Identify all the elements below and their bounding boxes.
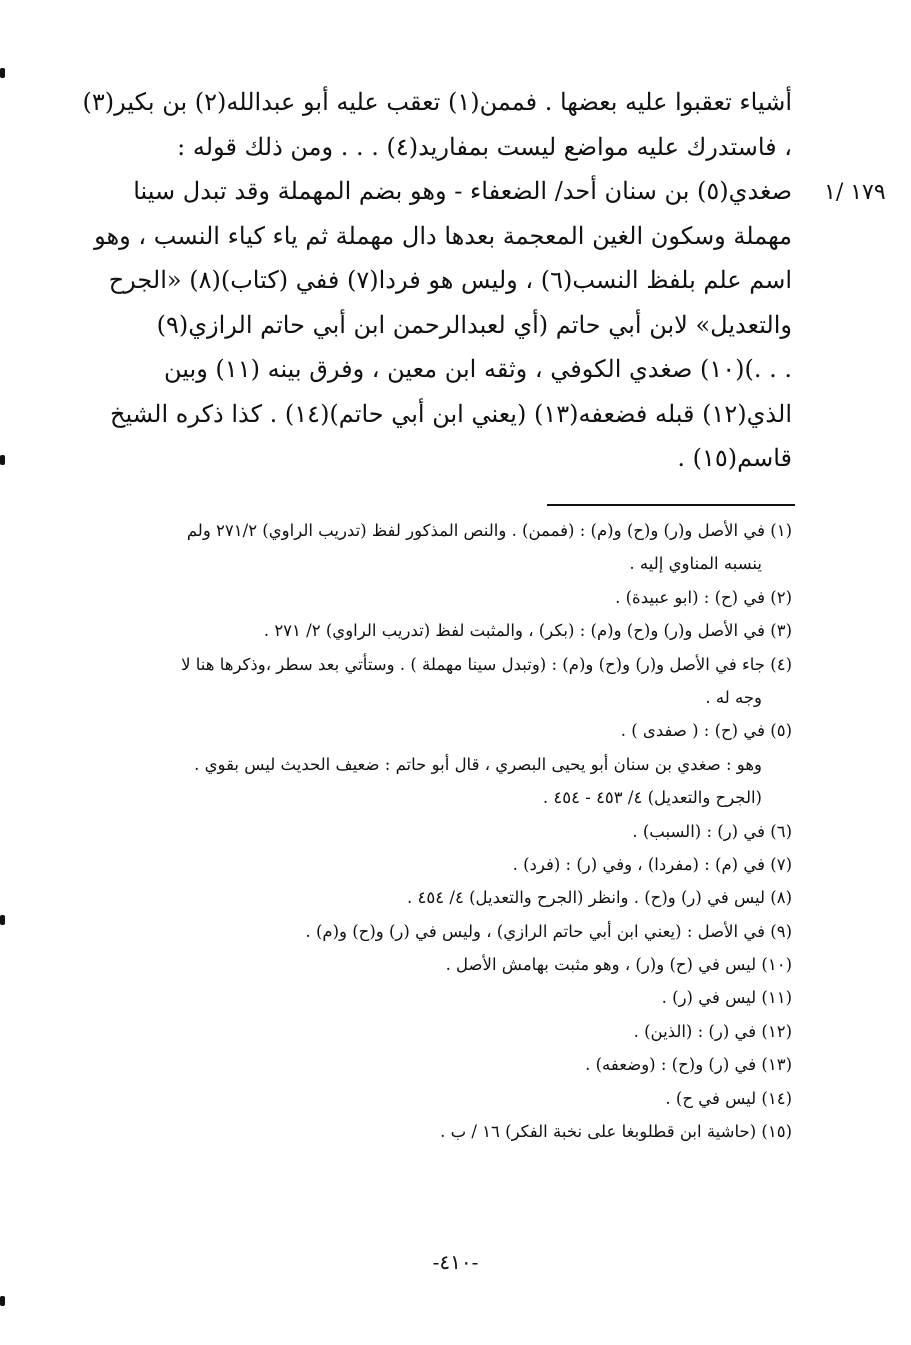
footnote-line: (٣) في الأصل و(ر) و(ح) و(م) : (بكر) ، والمثبت لفظ (تدريب الراوي) ٢/ ٢٧١ . bbox=[263, 621, 792, 641]
footnote-separator bbox=[547, 504, 795, 506]
main-text-line: ، فاستدرك عليه مواضع ليست بمفاريد(٤) . . . ومن ذلك قوله : bbox=[177, 132, 792, 161]
page-number: -٤١٠- bbox=[432, 1250, 479, 1274]
footnote-line: ينسبه المناوي إليه . bbox=[629, 554, 762, 574]
footnote-line: (١٣) في (ر) و(ح) : (وضعفه) . bbox=[585, 1055, 792, 1075]
main-text-line: أشياء تعقبوا عليه بعضها . فممن(١) تعقب عليه أبو عبدالله(٢) بن بكير(٣) bbox=[82, 88, 792, 116]
footnote-line: وجه له . bbox=[705, 687, 762, 707]
main-text-block bbox=[62, 80, 792, 481]
footnote-line: (٤) جاء في الأصل و(ر) و(ح) و(م) : (وتبدل سينا مهملة ) . وستأتي بعد سطر ،وذكرها هنا لا bbox=[181, 654, 792, 674]
footnote-line: (١٤) ليس في ح) . bbox=[665, 1088, 792, 1108]
footnote-line: (٨) ليس في (ر) و(ح) . وانظر (الجرح والتعديل) ٤/ ٤٥٤ . bbox=[407, 888, 792, 908]
manuscript-folio-reference: ١٧٩ /١ bbox=[824, 180, 886, 205]
footnote-line: (١) في الأصل و(ر) و(ح) و(م) : (فممن) . والنص المذكور لفظ (تدريب الراوي) ٢٧١/٢ ولم bbox=[186, 521, 792, 540]
main-text-line: والتعديل» لابن أبي حاتم (أي لعبدالرحمن ابن أبي حاتم الرازي(٩) bbox=[156, 310, 792, 339]
footnote-line: (١٥) (حاشية ابن قطلوبغا على نخبة الفكر) ١٦ / ب . bbox=[440, 1122, 792, 1142]
scan-margin-mark bbox=[0, 68, 5, 78]
footnote-line: (٩) في الأصل : (يعني ابن أبي حاتم الرازي) ، وليس في (ر) و(ح) و(م) . bbox=[305, 921, 792, 941]
footnote-line: (١٠) ليس في (ح) و(ر) ، وهو مثبت بهامش الأصل . bbox=[445, 955, 792, 975]
main-text-line: . . .)(١٠) صغدي الكوفي ، وثقه ابن معين ، وفرق بينه (١١) وبين bbox=[164, 355, 792, 383]
footnote-line: (٥) في (ح) : ( صفدى ) . bbox=[620, 721, 792, 741]
main-text-line: مهملة وسكون الغين المعجمة بعدها دال مهملة ثم ياء كياء النسب ، وهو bbox=[94, 221, 792, 250]
footnote-line: (٦) في (ر) : (السبب) . bbox=[632, 821, 792, 841]
main-text-line: قاسم(١٥) . bbox=[677, 444, 792, 472]
footnote-line: (٢) في (ح) : (ابو عبيدة) . bbox=[615, 587, 792, 607]
footnote-line: (١١) ليس في (ر) . bbox=[661, 988, 792, 1008]
footnote-line: وهو : صغدي بن سنان أبو يحيى البصري ، قال أبو حاتم : ضعيف الحديث ليس بقوي . bbox=[194, 754, 762, 774]
footnote-line: (١٢) في (ر) : (الذين) . bbox=[633, 1021, 792, 1041]
main-text-line: صغدي(٥) بن سنان أحد/ الضعفاء - وهو بضم المهملة وقد تبدل سينا bbox=[133, 177, 792, 205]
main-text-line: اسم علم بلفظ النسب(٦) ، وليس هو فردا(٧) ففي (كتاب)(٨) «الجرح bbox=[108, 266, 792, 294]
footnotes-block bbox=[62, 514, 792, 1148]
scan-margin-mark bbox=[0, 915, 5, 925]
footnote-line: (الجرح والتعديل) ٤/ ٤٥٣ - ٤٥٤ . bbox=[542, 788, 762, 808]
footnote-line: (٧) في (م) : (مفردا) ، وفي (ر) : (فرد) . bbox=[512, 854, 792, 874]
main-text-line: الذي(١٢) قبله فضعفه(١٣) (يعني ابن أبي حاتم)(١٤) . كذا ذكره الشيخ bbox=[110, 399, 792, 428]
scan-margin-mark bbox=[0, 455, 5, 465]
scan-margin-mark bbox=[0, 1296, 5, 1306]
